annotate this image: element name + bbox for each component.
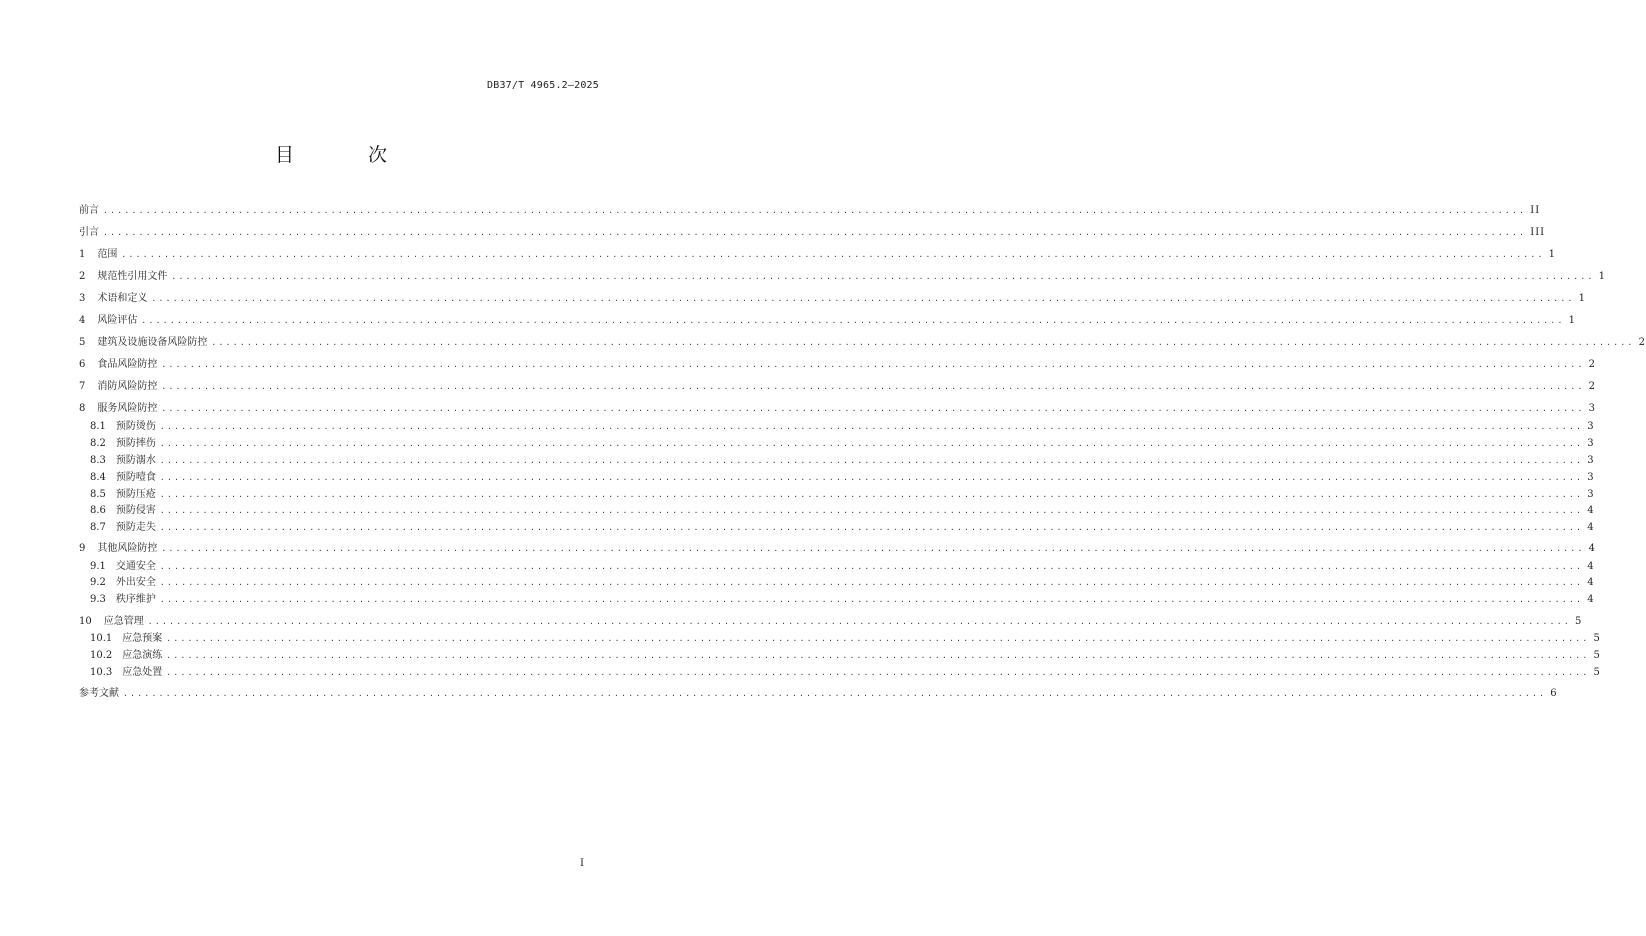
page-title: 目 次 (274, 144, 422, 166)
toc-entry-page: 4 (1587, 561, 1595, 572)
toc-leader-dots: ........................................................................................................................................................................................................ (141, 316, 1565, 325)
toc-leader-dots: ........................................................................................................................................................................................................ (147, 617, 1572, 626)
toc-entry-number: 10 (79, 616, 92, 627)
toc-leader-dots: ........................................................................................................................................................................................................ (159, 456, 1584, 465)
toc-entry[interactable] (90, 436, 1595, 450)
toc-entry-label: 应急处置 (122, 667, 163, 678)
toc-entry-label: 前言 (79, 205, 99, 216)
toc-entry[interactable] (90, 470, 1595, 484)
toc-entry-page: 3 (1588, 403, 1597, 414)
toc-entry[interactable] (79, 614, 1583, 628)
toc-entry[interactable] (79, 401, 1597, 415)
toc-leader-dots: ........................................................................................................................................................................................................ (166, 634, 1590, 643)
toc-entry-label: 预防噎食 (115, 472, 156, 483)
toc-entry-label: 预防溺水 (115, 455, 156, 466)
toc-entry-page: 4 (1587, 505, 1595, 516)
toc-entry-page: 3 (1587, 421, 1595, 432)
toc-entry-label: 预防侵害 (115, 505, 156, 516)
toc-entry-page: 1 (1598, 271, 1607, 282)
toc-entry-page: 2 (1588, 359, 1597, 370)
toc-leader-dots: ........................................................................................................................................................................................................ (171, 272, 1595, 281)
toc-entry-label: 预防摔伤 (115, 438, 156, 449)
toc-entry-page: 5 (1593, 633, 1601, 644)
toc-entry-label: 预防烫伤 (115, 421, 156, 432)
toc-leader-dots: ........................................................................................................................................................................................................ (166, 668, 1590, 677)
toc-entry[interactable] (90, 592, 1595, 606)
toc-entry[interactable] (79, 686, 1558, 700)
toc-leader-dots: ........................................................................................................................................................................................................ (159, 422, 1584, 431)
toc-entry-number: 4 (79, 315, 86, 326)
toc-leader-dots: ........................................................................................................................................................................................................ (121, 250, 1545, 259)
toc-entry-number: 8.4 (90, 472, 106, 483)
toc-entry-label: 应急演练 (122, 650, 163, 661)
toc-entry-number: 9.1 (90, 561, 106, 572)
toc-entry-page: 5 (1593, 667, 1601, 678)
toc-leader-dots: ........................................................................................................................................................................................................ (159, 490, 1584, 499)
toc-leader-dots: ........................................................................................................................................................................................................ (159, 578, 1584, 587)
toc-leader-dots: ........................................................................................................................................................................................................ (159, 439, 1584, 448)
toc-entry-label: 预防走失 (115, 522, 156, 533)
toc-entry[interactable] (79, 269, 1607, 283)
toc-entry-page: III (1530, 227, 1546, 238)
toc-entry[interactable] (90, 665, 1601, 679)
toc-leader-dots: ........................................................................................................................................................................................................ (166, 651, 1590, 660)
toc-entry[interactable] (90, 648, 1601, 662)
toc-entry-number: 9 (79, 543, 86, 554)
toc-leader-dots: ........................................................................................................................................................................................................ (103, 206, 1527, 215)
toc-entry[interactable] (79, 357, 1597, 371)
toc-leader-dots: ........................................................................................................................................................................................................ (123, 689, 1547, 698)
toc-leader-dots: ........................................................................................................................................................................................................ (151, 294, 1575, 303)
toc-entry-page: 6 (1550, 688, 1558, 699)
toc-leader-dots: ........................................................................................................................................................................................................ (161, 382, 1585, 391)
toc-entry-label: 应急预案 (122, 633, 163, 644)
toc-entry[interactable] (90, 520, 1595, 534)
toc-entry-label: 建筑及设施设备风险防控 (97, 337, 208, 348)
toc-entry-label: 外出安全 (115, 577, 156, 588)
toc-entry-number: 8.2 (90, 438, 106, 449)
toc-leader-dots: ........................................................................................................................................................................................................ (159, 562, 1584, 571)
toc-entry-number: 10.3 (90, 667, 113, 678)
toc-entry[interactable] (90, 631, 1601, 645)
toc-entry-number: 10.2 (90, 650, 113, 661)
toc-leader-dots: ........................................................................................................................................................................................................ (161, 404, 1585, 413)
toc-entry[interactable] (79, 313, 1577, 327)
toc-entry-number: 9.3 (90, 594, 106, 605)
toc-entry-number: 6 (79, 359, 86, 370)
page-number: I (580, 858, 584, 869)
toc-leader-dots: ........................................................................................................................................................................................................ (159, 523, 1584, 532)
toc-entry-number: 1 (79, 249, 86, 260)
toc-leader-dots: ........................................................................................................................................................................................................ (161, 544, 1585, 553)
toc-entry-label: 范围 (97, 249, 118, 260)
toc-leader-dots: ........................................................................................................................................................................................................ (159, 506, 1584, 515)
toc-entry-label: 应急管理 (103, 616, 144, 627)
toc-entry-label: 规范性引用文件 (97, 271, 168, 282)
toc-entry-number: 3 (79, 293, 86, 304)
toc-entry-number: 10.1 (90, 633, 113, 644)
toc-entry-label: 消防风险防控 (97, 381, 158, 392)
toc-entry-page: 3 (1587, 472, 1595, 483)
toc-entry-number: 8.6 (90, 505, 106, 516)
toc-entry[interactable] (79, 291, 1587, 305)
toc-entry-label: 风险评估 (97, 315, 138, 326)
toc-entry-number: 2 (79, 271, 86, 282)
toc-entry-page: II (1530, 205, 1541, 216)
toc-entry-label: 秩序维护 (115, 594, 156, 605)
toc-entry-page: 1 (1578, 293, 1587, 304)
toc-entry[interactable] (79, 203, 1541, 217)
toc-entry[interactable] (79, 541, 1597, 555)
toc-entry-page: 3 (1587, 455, 1595, 466)
toc-entry-page: 2 (1588, 381, 1597, 392)
toc-entry-number: 8.7 (90, 522, 106, 533)
toc-entry-page: 3 (1587, 489, 1595, 500)
toc-entry-page: 4 (1587, 594, 1595, 605)
toc-entry-number: 8.5 (90, 489, 106, 500)
toc-entry[interactable] (90, 487, 1595, 501)
toc-entry-page: 4 (1587, 577, 1595, 588)
toc-leader-dots: ........................................................................................................................................................................................................ (103, 228, 1527, 237)
toc-entry-label: 服务风险防控 (97, 403, 158, 414)
toc-entry-label: 引言 (79, 227, 99, 238)
toc-entry[interactable] (90, 575, 1595, 589)
toc-entry[interactable] (90, 503, 1595, 517)
toc-entry-number: 5 (79, 337, 86, 348)
toc-entry-page: 1 (1548, 249, 1557, 260)
toc-entry-label: 其他风险防控 (97, 543, 158, 554)
toc-entry-label: 参考文献 (79, 688, 119, 699)
toc-entry-label: 术语和定义 (97, 293, 148, 304)
toc-entry[interactable] (90, 559, 1595, 573)
toc-entry[interactable] (90, 453, 1595, 467)
toc-entry-number: 8.3 (90, 455, 106, 466)
toc-leader-dots: ........................................................................................................................................................................................................ (159, 595, 1584, 604)
toc-entry[interactable] (79, 225, 1546, 239)
toc-entry-page: 5 (1575, 616, 1583, 627)
toc-entry-number: 9.2 (90, 577, 106, 588)
toc-entry-page: 4 (1587, 522, 1595, 533)
toc-entry-number: 8.1 (90, 421, 106, 432)
toc-leader-dots: ........................................................................................................................................................................................................ (211, 338, 1635, 347)
toc-entry-label: 食品风险防控 (97, 359, 158, 370)
standard-code: DB37/T 4965.2—2025 (487, 80, 599, 91)
toc-leader-dots: ........................................................................................................................................................................................................ (159, 473, 1584, 482)
toc-entry[interactable] (79, 247, 1557, 261)
toc-entry-page: 1 (1568, 315, 1577, 326)
toc-entry[interactable] (79, 379, 1597, 393)
toc-entry-page: 2 (1638, 337, 1646, 348)
toc-entry[interactable] (90, 419, 1595, 433)
toc-entry-page: 5 (1593, 650, 1601, 661)
toc-entry-number: 8 (79, 403, 86, 414)
toc-leader-dots: ........................................................................................................................................................................................................ (161, 360, 1585, 369)
toc-entry-number: 7 (79, 381, 86, 392)
toc-entry-label: 交通安全 (115, 561, 156, 572)
toc-entry[interactable] (79, 335, 1646, 349)
toc-entry-label: 预防压疮 (115, 489, 156, 500)
toc-entry-page: 4 (1588, 543, 1597, 554)
toc-entry-page: 3 (1587, 438, 1595, 449)
